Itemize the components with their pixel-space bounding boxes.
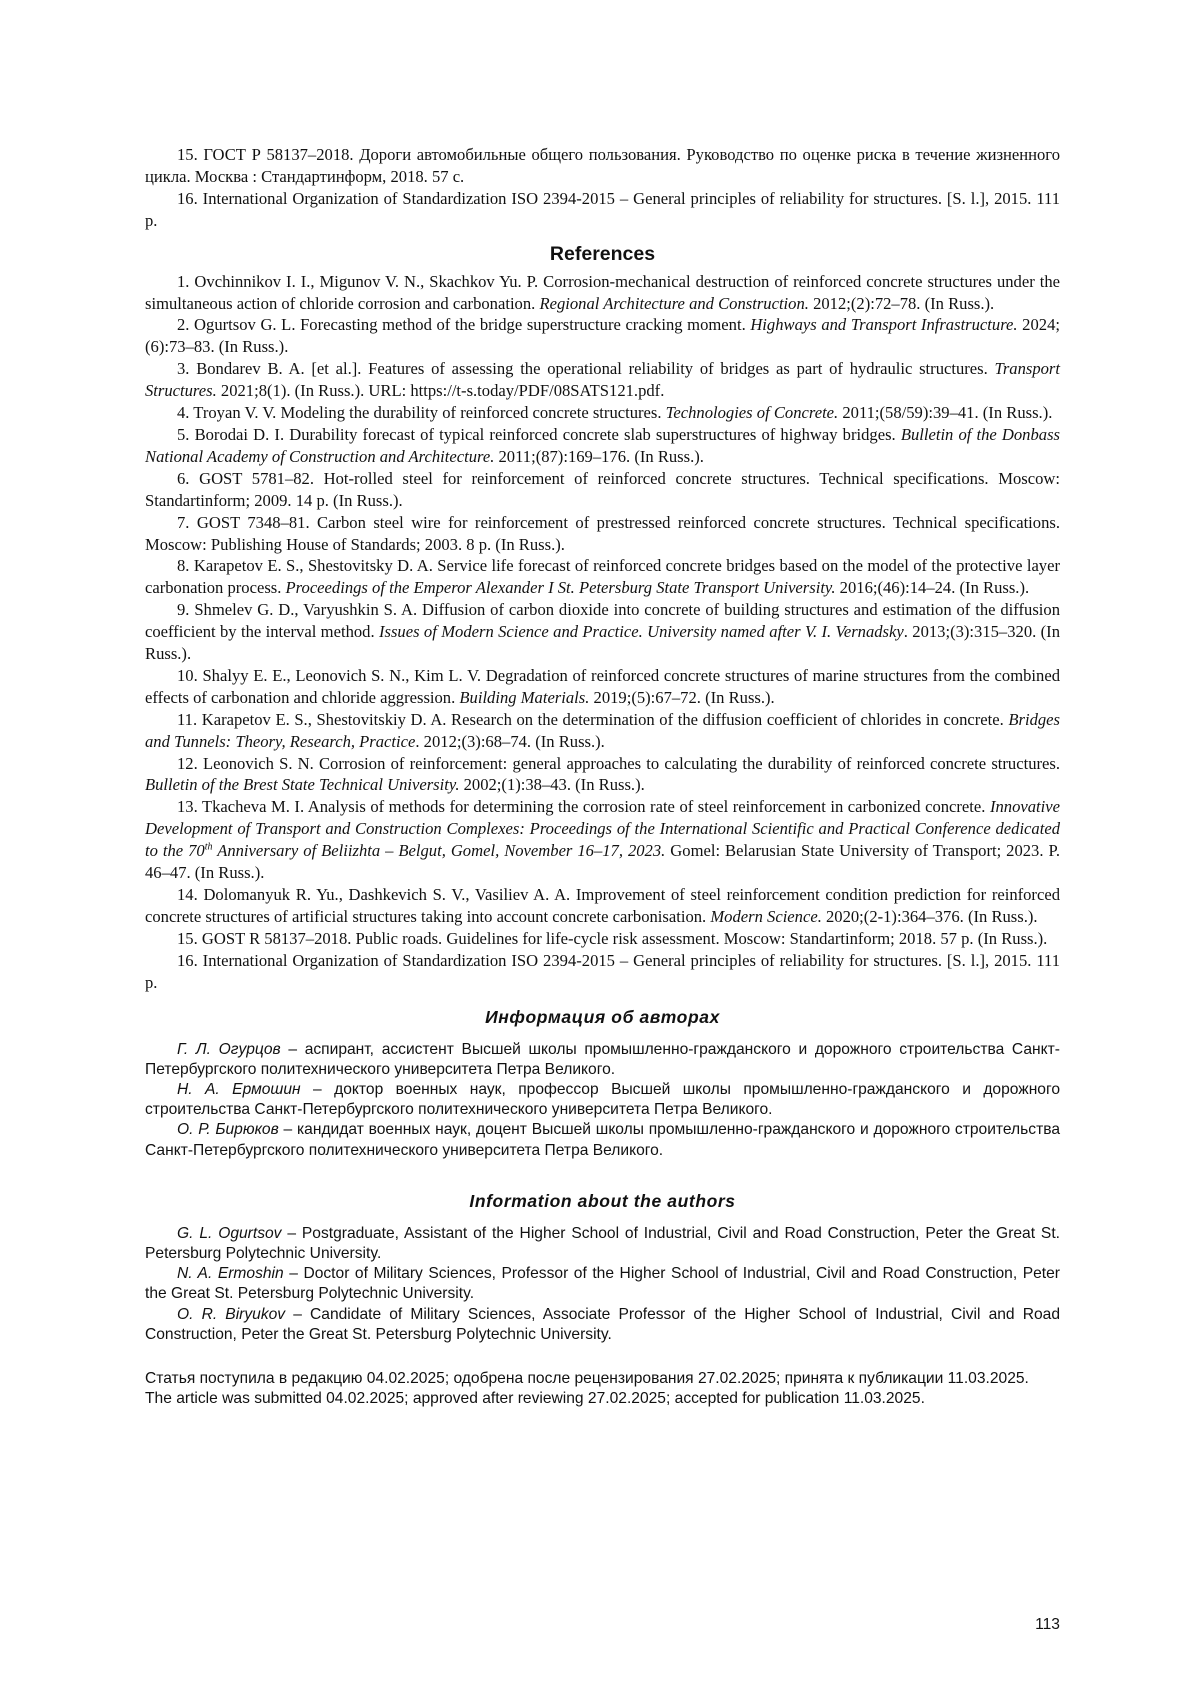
reference-item: 11. Karapetov E. S., Shestovitskiy D. A. Research on the determination of the diffusion coefficient of chlorides in concrete. Bridges and Tunnels: Theory, Research, Practice. 2012;(3):68–74. (In Russ.). xyxy=(145,709,1060,751)
reference-item: 6. GOST 5781–82. Hot-rolled steel for reinforcement of reinforced concrete structures. Technical specifications. Moscow: Standartinform; 2009. 14 p. (In Russ.). xyxy=(145,468,1060,510)
author-name: О. Р. Бирюков xyxy=(177,1121,279,1139)
author-name: G. L. Ogurtsov xyxy=(177,1224,282,1242)
authors-en xyxy=(145,1224,1060,1345)
page-content xyxy=(145,144,1060,1409)
reference-item: 13. Tkacheva M. I. Analysis of methods for determining the corrosion rate of steel reinforcement in carbonized concrete. Innovative Development of Transport and Construction Complexes: Proceedings of the International Scientific and Practical Conference dedicated to the 70th Anniversary of Beliizhta – Belgut, Gomel, November 16–17, 2023. Gomel: Belarusian State University of Transport; 2023. P. 46–47. (In Russ.). xyxy=(145,797,1061,883)
authors-info-heading-en: Information about the authors xyxy=(469,1190,736,1211)
reference-item: 14. Dolomanyuk R. Yu., Dashkevich S. V., Vasiliev A. A. Improvement of steel reinforcement condition prediction for reinforced concrete structures of artificial structures taking into account concrete carbonisation. Modern Science. 2020;(2-1):364–376. (In Russ.). xyxy=(145,885,1060,926)
author-entry: Н. А. Ермошин – доктор военных наук, профессор Высшей школы промышленно-гражданского и дорожного строительства Санкт-Петербургского политехнического университета Петра Великого. xyxy=(145,1080,1060,1119)
reference-item: 5. Borodai D. I. Durability forecast of typical reinforced concrete slab superstructures of highway bridges. Bulletin of the Donbass National Academy of Construction and Architecture. 2011;(87):169–176. (In Russ.). xyxy=(145,424,1060,466)
reference-item: 15. GOST R 58137–2018. Public roads. Guidelines for life-cycle risk assessment. Moscow: Standartinform; 2018. 57 p. (In Russ.). xyxy=(177,928,1048,948)
reference-item: 12. Leonovich S. N. Corrosion of reinforcement: general approaches to calculating the durability of reinforced concrete structures. Bulletin of the Brest State Technical University. 2002;(1):38–43. (In Russ.). xyxy=(145,753,1060,795)
author-name: O. R. Biryukov xyxy=(177,1305,286,1323)
authors-info-heading-ru: Информация об авторах xyxy=(485,1006,720,1027)
author-entry: N. A. Ermoshin – Doctor of Military Sciences, Professor of the Higher School of Industrial, Civil and Road Construction, Peter the Great St. Petersburg Polytechnic University. xyxy=(145,1265,1060,1303)
author-name: N. A. Ermoshin xyxy=(177,1265,284,1283)
reference-item: 4. Troyan V. V. Modeling the durability of reinforced concrete structures. Technologies of Concrete. 2011;(58/59):39–41. (In Russ.). xyxy=(177,403,1053,423)
authors-ru xyxy=(145,1040,1060,1161)
author-entry: Г. Л. Огурцов – аспирант, ассистент Высшей школы промышленно-гражданского и дорожного строительства Санкт-Петербургского политехнического университета Петра Великого. xyxy=(145,1040,1060,1078)
dates-ru: Статья поступила в редакцию 04.02.2025; одобрена после рецензирования 27.02.2025; принята к публикации 11.03.2025. xyxy=(145,1369,1029,1387)
reference-item: 2. Ogurtsov G. L. Forecasting method of the bridge superstructure cracking moment. Highways and Transport Infrastructure. 2024;(6):73–83. (In Russ.). xyxy=(145,315,1060,357)
publication-dates xyxy=(145,1369,1060,1409)
reference-item: 8. Karapetov E. S., Shestovitsky D. A. Service life forecast of reinforced concrete bridges based on the model of the protective layer carbonation process. Proceedings of the Emperor Alexander I St. Petersburg State Transport University. 2016;(46):14–24. (In Russ.). xyxy=(145,556,1060,598)
reference-item: 7. GOST 7348–81. Carbon steel wire for reinforcement of prestressed reinforced concrete structures. Technical specifications. Moscow: Publishing House of Standards; 2003. 8 p. (In Russ.). xyxy=(145,512,1060,554)
author-name: Г. Л. Огурцов xyxy=(177,1040,281,1058)
reference-item: 3. Bondarev B. A. [et al.]. Features of assessing the operational reliability of bridges as part of hydraulic structures. Transport Structures. 2021;8(1). (In Russ.). URL: https://t-s.today/PDF/08SATS121.pdf. xyxy=(145,359,1060,401)
page-number: 113 xyxy=(1035,1616,1060,1633)
reference-item: 9. Shmelev G. D., Varyushkin S. A. Diffusion of carbon dioxide into concrete of building structures and estimation of the diffusion coefficient by the interval method. Issues of Modern Science and Practice. University named after V. I. Vernadsky. 2013;(3):315–320. (In Russ.). xyxy=(145,600,1060,664)
reference-item: 10. Shalyy E. E., Leonovich S. N., Kim L. V. Degradation of reinforced concrete structures of marine structures from the combined effects of carbonation and chloride aggression. Building Materials. 2019;(5):67–72. (In Russ.). xyxy=(145,665,1060,707)
reference-item: 16. International Organization of Standardization ISO 2394-2015 – General principles of reliability for structures. [S. l.], 2015. 111 p. xyxy=(145,188,1060,230)
reference-item: 15. ГОСТ Р 58137–2018. Дороги автомобильные общего пользования. Руководство по оценке риска в течение жизненного цикла. Москва : Стандартинформ, 2018. 57 с. xyxy=(145,145,1060,186)
previous-references xyxy=(145,144,1060,232)
author-name: Н. А. Ермошин xyxy=(177,1080,301,1098)
reference-item: 16. International Organization of Standardization ISO 2394-2015 – General principles of reliability for structures. [S. l.], 2015. 111 p. xyxy=(145,950,1060,992)
dates-en: The article was submitted 04.02.2025; approved after reviewing 27.02.2025; accepted for publication 11.03.2025. xyxy=(145,1390,925,1408)
author-entry: G. L. Ogurtsov – Postgraduate, Assistant of the Higher School of Industrial, Civil and Road Construction, Peter the Great St. Petersburg Polytechnic University. xyxy=(145,1224,1060,1262)
references-list xyxy=(145,271,1060,994)
references-heading: References xyxy=(549,242,656,265)
author-entry: О. Р. Бирюков – кандидат военных наук, доцент Высшей школы промышленно-гражданского и дорожного строительства Санкт-Петербургского политехнического университета Петра Великого. xyxy=(145,1121,1060,1159)
reference-item: 1. Ovchinnikov I. I., Migunov V. N., Skachkov Yu. P. Corrosion-mechanical destruction of reinforced concrete structures under the simultaneous action of chloride corrosion and carbonation. Regional Architecture and Construction. 2012;(2):72–78. (In Russ.). xyxy=(145,271,1060,313)
author-entry: O. R. Biryukov – Candidate of Military Sciences, Associate Professor of the Higher School of Industrial, Civil and Road Construction, Peter the Great St. Petersburg Polytechnic University. xyxy=(145,1305,1060,1343)
